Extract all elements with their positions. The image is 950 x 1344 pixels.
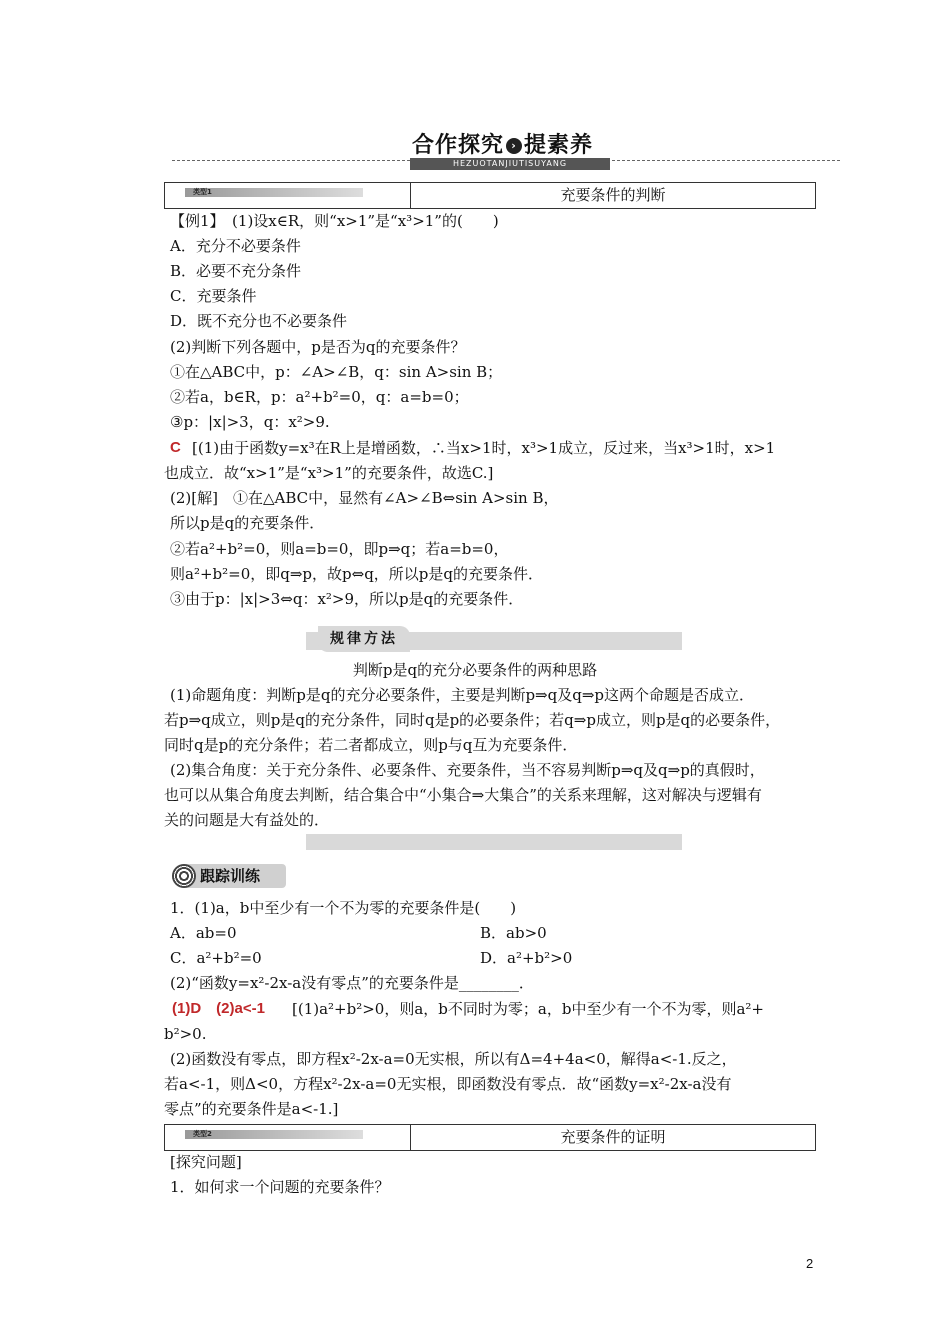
type2-header (164, 1124, 816, 1151)
example1-part2: (2)判断下列各题中，p是否为q的充要条件？ (170, 338, 466, 356)
example1-item2: ②若a，b∈R，p：a²+b²=0，q：a=b=0； (170, 388, 469, 406)
answer-line: 也成立．故“x>1”是“x³>1”的充要条件，故选C.] (164, 464, 494, 482)
training-option-b: B．ab>0 (480, 924, 547, 942)
law-line: (2)集合角度：关于充分条件、必要条件、充要条件，当不容易判断p⇒q及q⇒p的真假时， (170, 761, 765, 779)
training-answer-line: [(1)a²+b²>0，则a，b不同时为零；a，b中至少有一个不为零，则a²+ (292, 1000, 764, 1018)
target-icon (172, 864, 196, 888)
law-line: 同时q是p的充分条件；若二者都成立，则p与q互为充要条件． (164, 736, 578, 754)
type1-label-cell (165, 183, 411, 208)
law-heading: 判断p是q的充分必要条件的两种思路 (352, 661, 598, 679)
answer-line: 则a²+b²=0，即q⇒p，故p⇔q，所以p是q的充要条件． (170, 565, 544, 583)
banner-title-right: 提素养 (524, 133, 594, 158)
training-option-d: D．a²+b²>0 (480, 949, 573, 967)
training-answer-line: 若a<-1，则Δ<0，方程x²-2x-a=0无实根，即函数没有零点．故“函数y=x²-2x-a没有 (164, 1075, 732, 1093)
banner-subtitle: HEZUOTANJIUTISUYANG (410, 158, 610, 170)
type2-title: 充要条件的证明 (560, 1128, 666, 1146)
example1-option-b: B．必要不充分条件 (170, 262, 302, 280)
law-line: (1)命题角度：判断p是q的充分必要条件，主要是判断p⇒q及q⇒p这两个命题是否成立． (170, 686, 754, 704)
answer-line: ②若a²+b²=0，则a=b=0，即p⇒q；若a=b=0， (170, 540, 509, 558)
explore-heading: [探究问题] (170, 1153, 242, 1171)
page-number: 2 (806, 1256, 814, 1271)
answer-line: (2)[解] ①在△ABC中，显然有∠A>∠B⇔sin A>sin B， (170, 489, 559, 507)
law-line: 若p⇒q成立，则p是q的充分条件，同时q是p的必要条件；若q⇒p成立，则p是q的必要条件， (164, 711, 781, 729)
type1-title: 充要条件的判断 (560, 186, 666, 204)
example1-question: 【例1】 (1)设x∈R，则“x>1”是“x³>1”的( ) (170, 212, 499, 230)
explore-question-1: 1．如何求一个问题的充要条件？ (170, 1178, 390, 1196)
example1-option-d: D．既不充分也不必要条件 (170, 312, 348, 330)
chevron-right-icon: › (506, 138, 522, 154)
training-answer-line: (2)函数没有零点，即方程x²-2x-a=0无实根，所以有Δ=4+4a<0，解得a<-1.反之， (170, 1050, 737, 1068)
type2-tag: 类型2 (185, 1130, 363, 1139)
answer-line: ③由于p：|x|>3⇔q：x²>9，所以p是q的充要条件． (170, 590, 524, 608)
training-answer-tag: (1)D (2)a<-1 (172, 1000, 265, 1017)
training-option-a: A．ab=0 (170, 924, 237, 942)
training-question-1: 1．(1)a，b中至少有一个不为零的充要条件是( ) (170, 899, 517, 917)
example1-option-c: C．充要条件 (170, 287, 257, 305)
answer-line: [(1)由于函数y=x³在R上是增函数，∴当x>1时，x³>1成立，反过来，当x³>1时，x>1 (192, 439, 776, 457)
law-line: 关的问题是大有益处的． (164, 811, 330, 829)
type1-header (164, 182, 816, 209)
example1-item3: ③p：|x|>3，q：x²>9. (170, 413, 330, 431)
banner-title-left: 合作探究 (412, 133, 505, 158)
answer-line: 所以p是q的充要条件． (170, 514, 325, 532)
type2-label-cell (165, 1125, 411, 1150)
training-question-2: (2)“函数y=x²-2x-a没有零点”的充要条件是________． (170, 974, 534, 992)
section-banner-title (412, 128, 593, 159)
law-line: 也可以从集合角度去判断，结合集合中“小集合⇒大集合”的关系来理解，这对解决与逻辑有 (164, 786, 762, 804)
training-answer-line: 零点”的充要条件是a<-1.] (164, 1100, 339, 1118)
type1-tag: 类型1 (185, 188, 363, 197)
example1-answer-letter: C (170, 439, 181, 456)
law-bottom-bar (306, 834, 682, 850)
example1-item1: ①在△ABC中，p：∠A>∠B，q：sin A>sin B； (170, 363, 503, 381)
training-option-c: C．a²+b²=0 (170, 949, 262, 967)
law-banner-label: 规律方法 (318, 626, 410, 652)
example1-option-a: A．充分不必要条件 (170, 237, 301, 255)
training-answer-line: b²>0. (164, 1025, 207, 1043)
training-label: 跟踪训练 (200, 867, 261, 885)
